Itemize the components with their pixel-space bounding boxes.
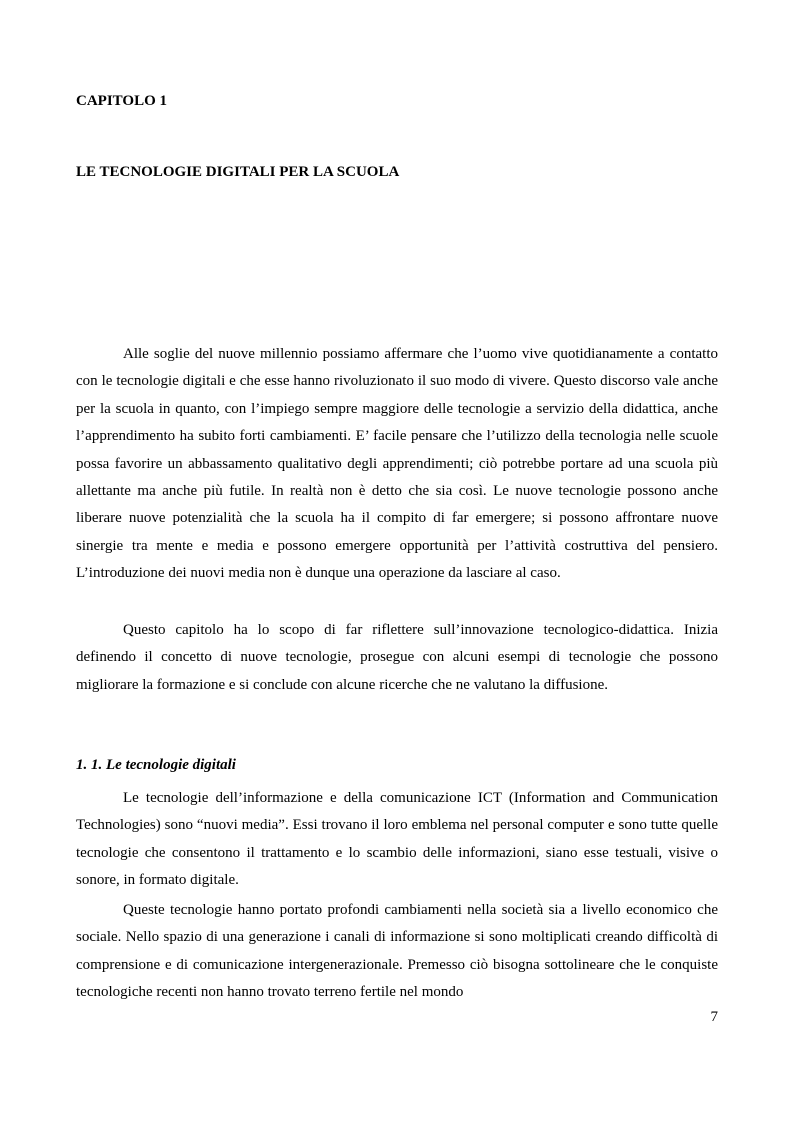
page-number: 7 bbox=[710, 1009, 718, 1025]
section-heading: 1. 1. Le tecnologie digitali bbox=[76, 757, 236, 773]
intro-paragraph-2: Questo capitolo ha lo scopo di far riflettere sull’innovazione tecnologico-didattica. Inizia definendo il concetto di nuove tecnologie, prosegue con alcuni esempi di tecnologie che possono migliorare la formazione e si conclude con alcune ricerche che ne valutano la diffusione. bbox=[76, 622, 718, 693]
chapter-title: LE TECNOLOGIE DIGITALI PER LA SCUOLA bbox=[76, 164, 400, 180]
intro-paragraph-1: Alle soglie del nuove millennio possiamo affermare che l’uomo vive quotidianamente a contatto con le tecnologie digitali e che esse hanno rivoluzionato il suo modo di vivere. Questo discorso vale anche per la scuola in quanto, con l’impiego sempre maggiore delle tecnologie a servizio della didattica, anche l’apprendimento ha subito forti cambiamenti. E’ facile pensare che l’utilizzo della tecnologia nelle scuole possa favorire un abbassamento qualitativo degli apprendimenti; ciò potrebbe portare ad una scuola più allettante ma anche più futile. In realtà non è detto che sia così. Le nuove tecnologie possono anche liberare nuove potenzialità che la scuola ha il compito di far emergere; si possono affrontare nuove sinergie tra mente e media e possono emergere opportunità per l’attività costruttiva del pensiero. L’introduzione dei nuovi media non è dunque una operazione da lasciare al caso. bbox=[76, 346, 718, 582]
chapter-label: CAPITOLO 1 bbox=[76, 93, 167, 109]
section-paragraph-1: Le tecnologie dell’informazione e della comunicazione ICT (Information and Communication Technologies) sono “nuovi media”. Essi trovano il loro emblema nel personal computer e sono tutte quelle tecnologie che consentono il trattamento e lo scambio delle informazioni, siano esse testuali, visive o sonore, in formato digitale. bbox=[76, 790, 718, 889]
section-paragraph-2: Queste tecnologie hanno portato profondi cambiamenti nella società sia a livello economico che sociale. Nello spazio di una generazione i canali di informazione si sono moltiplicati creando difficoltà di comprensione e di comunicazione intergenerazionale. Premesso ciò bisogna sottolineare che le conquiste tecnologiche recenti non hanno trovato terreno fertile nel mondo bbox=[76, 902, 718, 1001]
